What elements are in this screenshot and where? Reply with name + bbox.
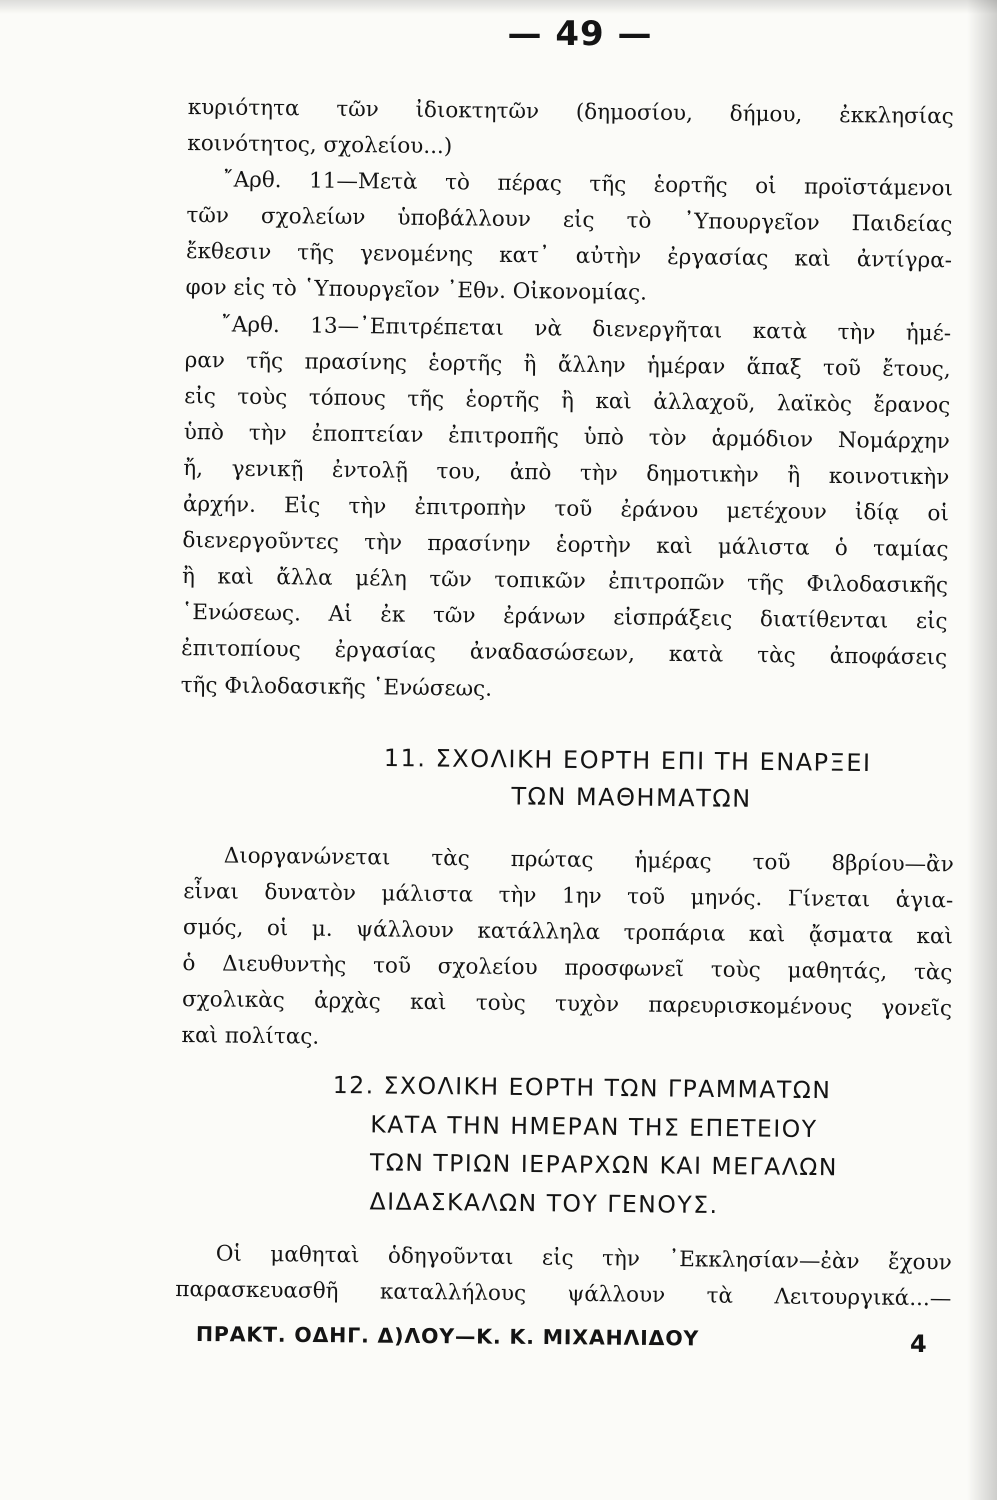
articles-text-block — [181, 90, 954, 713]
text-line: εἰς τοὺς τόπους τῆς ἑορτῆς ἢ καὶ ἀλλαχοῦ, λαϊκὸς ἔρανος — [184, 383, 951, 419]
text-line: ἐπιτοπίους ἐργασίας ἀναδασώσεων, κατὰ τὰς ἀποφάσεις — [181, 636, 948, 671]
heading-line: ΚΑΤΑ ΤΗΝ ΗΜΕΡΑΝ ΤΗΣ ΕΠΕΤΕΙΟΥ — [370, 1109, 818, 1143]
text-line: τῶν σχολείων ὑποβάλλουν εἰς τὸ ᾿Υπουργεῖον Παιδείας — [186, 203, 953, 238]
text-line: ῾Ενώσεως. Αἱ ἐκ τῶν ἐράνων εἰσπράξεις διατίθενται εἰς — [181, 600, 948, 635]
text-line: κοινότητος, σχολείου...) — [187, 131, 453, 160]
text-line: ῎Αρθ. 11—Μετὰ τὸ πέρας τῆς ἑορτῆς οἱ προϊστάμενοι — [222, 167, 953, 202]
heading-line: 11. ΣΧΟΛΙΚΗ ΕΟΡΤΗ ΕΠΙ ΤΗ ΕΝΑΡΞΕΙ — [383, 743, 872, 778]
text-line: ῎Αρθ. 13—᾿Επιτρέπεται νὰ διενεργῆται κατὰ τὴν ἡμέ- — [220, 311, 952, 346]
section-heading-11 — [383, 740, 871, 819]
text-line: παρασκευασθῆ καταλλήλους ψάλλουν τὰ Λειτουργικά...— — [175, 1277, 952, 1312]
text-line: σχολικὰς ἀρχὰς καὶ τοὺς τυχὸν παρευρισκομένους γονεῖς — [181, 987, 953, 1022]
heading-line: ΔΙΔΑΣΚΑΛΩΝ ΤΟΥ ΓΕΝΟΥΣ. — [369, 1186, 719, 1219]
text-line: καὶ πολίτας. — [181, 1023, 320, 1051]
text-line: Οἱ μαθηταὶ ὁδηγοῦνται εἰς τὴν ᾿Εκκλησίαν—ἐὰν ἔχουν — [215, 1241, 952, 1276]
text-line: ἀρχήν. Εἰς τὴν ἐπιτροπὴν τοῦ ἐράνου μετέχουν ἰδίᾳ οἱ — [182, 492, 950, 527]
text-line: κυριότητα τῶν ἰδιοκτητῶν (δημοσίου, δήμου, ἐκκλησίας — [187, 94, 954, 130]
text-line: σμός, οἱ μ. ψάλλουν κατάλληλα τροπάρια καὶ ᾄσματα καὶ — [182, 915, 953, 950]
text-line: ἔκθεσιν τῆς γενομένης κατ᾿ αὐτὴν ἐργασίας καὶ ἀντίγρα- — [185, 239, 953, 274]
footer-signature: ΠΡΑΚΤ. ΟΔΗΓ. Δ)ΛΟΥ—Κ. Κ. ΜΙΧΑΗΛΙΔΟΥ — [195, 1322, 700, 1351]
page-edge-shadow — [967, 0, 997, 1500]
text-line: διενεργοῦντες τὴν πρασίνην ἑορτὴν καὶ μάλιστα ὁ ταμίας — [182, 528, 949, 563]
text-line: ραν τῆς πρασίνης ἑορτῆς ἢ ἄλλην ἡμέραν ἅπαξ τοῦ ἔτους, — [184, 347, 951, 382]
page-number: — 49 — — [507, 14, 653, 54]
heading-line: 12. ΣΧΟΛΙΚΗ ΕΟΡΤΗ ΤΩΝ ΓΡΑΜΜΑΤΩΝ — [332, 1070, 832, 1105]
text-line: ὑπὸ τὴν ἐποπτείαν ἐπιτροπῆς ὑπὸ τὸν ἁρμόδιον Νομάρχην — [183, 419, 950, 455]
heading-line: ΤΩΝ ΤΡΙΩΝ ΙΕΡΑΡΧΩΝ ΚΑΙ ΜΕΓΑΛΩΝ — [369, 1148, 839, 1182]
text-line: εἶναι δυνατὸν μάλιστα τὴν 1ην τοῦ μηνός. Γίνεται ἁγια- — [183, 879, 954, 914]
top-shadow — [0, 0, 997, 14]
heading-line: ΤΩΝ ΜΑΘΗΜΑΤΩΝ — [511, 782, 752, 813]
section-heading-12 — [331, 1066, 839, 1225]
footer-signature-number: 4 — [910, 1330, 927, 1358]
text-line: Διοργανώνεται τὰς πρώτας ἡμέρας τοῦ 8βρίου—ἂν — [223, 843, 954, 878]
text-line: τῆς Φιλοδασικῆς ῾Ενώσεως. — [180, 672, 493, 702]
text-line: ἢ καὶ ἄλλα μέλη τῶν τοπικῶν ἐπιτροπῶν τῆς Φιλοδασικῆς — [181, 564, 949, 599]
section-11-text — [181, 838, 954, 1064]
text-line: φον εἰς τὸ ῾Υπουργεῖον ᾿Εθν. Οἰκονομίας. — [185, 275, 648, 307]
text-line: ἤ, γενικῇ ἐντολῇ του, ἀπὸ τὴν δημοτικὴν ἢ κοινοτικὴν — [183, 455, 950, 491]
text-line: ὁ Διευθυντὴς τοῦ σχολείου προσφωνεῖ τοὺς μαθητάς, τὰς — [182, 951, 953, 986]
section-12-text — [175, 1236, 952, 1318]
